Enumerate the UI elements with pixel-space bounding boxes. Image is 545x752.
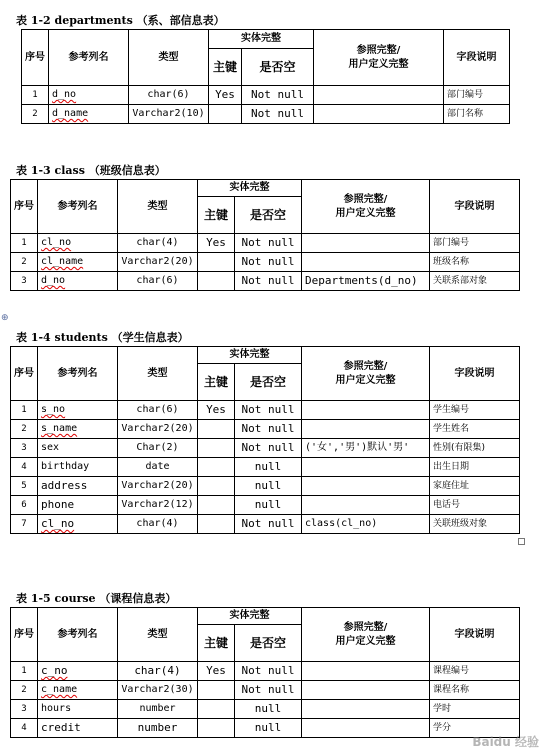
header-nullable: 是否空 bbox=[242, 49, 314, 86]
cell-nullable: null bbox=[235, 477, 302, 496]
cell-pk: Yes bbox=[198, 401, 235, 420]
header-nullable: 是否空 bbox=[235, 197, 302, 234]
cell-type: Varchar2(30) bbox=[118, 681, 198, 700]
cell-type: char(4) bbox=[118, 234, 198, 253]
cell-column-name: s_name bbox=[38, 420, 118, 439]
header-type: 类型 bbox=[118, 180, 198, 234]
header-description: 字段说明 bbox=[444, 30, 510, 86]
cell-ref: class(cl_no) bbox=[302, 515, 430, 534]
header-ref-integrity: 参照完整/ 用户定义完整 bbox=[314, 30, 444, 86]
cell-nullable: null bbox=[235, 700, 302, 719]
cell-type: Varchar2(12) bbox=[118, 496, 198, 515]
cell-column-name: hours bbox=[38, 700, 118, 719]
cell-description: 出生日期 bbox=[430, 458, 520, 477]
cell-pk bbox=[198, 719, 235, 738]
cell-column-name: credit bbox=[38, 719, 118, 738]
cell-description: 性别(有限集) bbox=[430, 439, 520, 458]
cell-seq: 4 bbox=[11, 458, 38, 477]
header-entity-integrity: 实体完整 bbox=[209, 30, 314, 49]
cell-column-name: d_no bbox=[38, 272, 118, 291]
cell-description: 班级名称 bbox=[430, 253, 520, 272]
cell-column-name: c_name bbox=[38, 681, 118, 700]
class-table bbox=[10, 179, 520, 291]
cell-type: char(6) bbox=[118, 401, 198, 420]
cell-seq: 2 bbox=[22, 105, 49, 124]
cell-column-name: cl_no bbox=[38, 515, 118, 534]
cell-seq: 7 bbox=[11, 515, 38, 534]
table-row bbox=[11, 458, 520, 477]
cell-description: 课程名称 bbox=[430, 681, 520, 700]
header-seq: 序号 bbox=[11, 180, 38, 234]
cell-description: 课程编号 bbox=[430, 662, 520, 681]
cell-type: Char(2) bbox=[118, 439, 198, 458]
cell-column-name: d_name bbox=[49, 105, 129, 124]
cell-description: 学生姓名 bbox=[430, 420, 520, 439]
cell-ref bbox=[302, 420, 430, 439]
cell-description: 部门编号 bbox=[444, 86, 510, 105]
cell-ref: Departments(d_no) bbox=[302, 272, 430, 291]
cell-seq: 2 bbox=[11, 420, 38, 439]
cell-pk bbox=[198, 681, 235, 700]
header-seq: 序号 bbox=[11, 608, 38, 662]
cell-pk bbox=[198, 253, 235, 272]
header-column-name: 参考列名 bbox=[38, 608, 118, 662]
cell-description: 部门名称 bbox=[444, 105, 510, 124]
cell-nullable: Not null bbox=[235, 234, 302, 253]
table-row bbox=[11, 401, 520, 420]
cell-nullable: Not null bbox=[235, 681, 302, 700]
table-row bbox=[11, 272, 520, 291]
table-row bbox=[22, 86, 510, 105]
table-row bbox=[11, 662, 520, 681]
cell-pk bbox=[198, 458, 235, 477]
cell-type: number bbox=[118, 700, 198, 719]
watermark-logo: Baidu 经验 bbox=[472, 735, 539, 749]
header-description: 字段说明 bbox=[430, 347, 520, 401]
students-table bbox=[10, 346, 520, 534]
cell-pk bbox=[198, 439, 235, 458]
header-type: 类型 bbox=[129, 30, 209, 86]
table-row bbox=[11, 234, 520, 253]
cell-column-name: address bbox=[38, 477, 118, 496]
cell-description: 关联系部对象 bbox=[430, 272, 520, 291]
cell-description: 部门编号 bbox=[430, 234, 520, 253]
table-caption: 表 1-4 students （学生信息表） bbox=[16, 331, 189, 344]
cell-ref bbox=[302, 458, 430, 477]
cell-pk bbox=[198, 496, 235, 515]
cell-type: Varchar2(20) bbox=[118, 253, 198, 272]
cell-column-name: s_no bbox=[38, 401, 118, 420]
cell-ref bbox=[302, 234, 430, 253]
cell-ref bbox=[302, 401, 430, 420]
cell-seq: 3 bbox=[11, 272, 38, 291]
cell-ref bbox=[302, 477, 430, 496]
cell-type: number bbox=[118, 719, 198, 738]
cell-column-name: cl_no bbox=[38, 234, 118, 253]
header-nullable: 是否空 bbox=[235, 364, 302, 401]
cell-type: char(4) bbox=[118, 515, 198, 534]
cell-type: Varchar2(20) bbox=[118, 477, 198, 496]
header-entity-integrity: 实体完整 bbox=[198, 608, 302, 625]
cell-pk bbox=[198, 477, 235, 496]
cell-seq: 1 bbox=[11, 234, 38, 253]
cell-pk bbox=[198, 515, 235, 534]
cell-type: char(4) bbox=[118, 662, 198, 681]
cell-column-name: d_no bbox=[49, 86, 129, 105]
table-row bbox=[11, 420, 520, 439]
header-column-name: 参考列名 bbox=[38, 180, 118, 234]
cell-description: 学生编号 bbox=[430, 401, 520, 420]
table-row bbox=[11, 515, 520, 534]
table-row bbox=[11, 253, 520, 272]
cell-nullable: Not null bbox=[235, 253, 302, 272]
cell-seq: 1 bbox=[11, 401, 38, 420]
table-row bbox=[11, 439, 520, 458]
header-nullable: 是否空 bbox=[235, 625, 302, 662]
cell-seq: 2 bbox=[11, 681, 38, 700]
header-description: 字段说明 bbox=[430, 608, 520, 662]
header-entity-integrity: 实体完整 bbox=[198, 180, 302, 197]
cell-seq: 1 bbox=[11, 662, 38, 681]
table-caption: 表 1-2 departments （系、部信息表） bbox=[16, 14, 225, 27]
cell-type: date bbox=[118, 458, 198, 477]
cell-column-name: phone bbox=[38, 496, 118, 515]
cell-description: 学分 bbox=[430, 719, 520, 738]
cell-seq: 6 bbox=[11, 496, 38, 515]
cell-column-name: sex bbox=[38, 439, 118, 458]
cell-seq: 1 bbox=[22, 86, 49, 105]
cell-seq: 4 bbox=[11, 719, 38, 738]
cell-seq: 3 bbox=[11, 700, 38, 719]
departments-table bbox=[21, 29, 510, 124]
header-primary-key: 主键 bbox=[198, 364, 235, 401]
cell-nullable: null bbox=[235, 496, 302, 515]
header-ref-integrity: 参照完整/ 用户定义完整 bbox=[302, 608, 430, 662]
table-row bbox=[11, 719, 520, 738]
cell-ref: ('女','男')默认'男' bbox=[302, 439, 430, 458]
table-row bbox=[22, 105, 510, 124]
cell-type: Varchar2(20) bbox=[118, 420, 198, 439]
table-row bbox=[11, 681, 520, 700]
cell-ref bbox=[314, 86, 444, 105]
cell-description: 关联班级对象 bbox=[430, 515, 520, 534]
header-ref-integrity: 参照完整/ 用户定义完整 bbox=[302, 347, 430, 401]
table-row bbox=[11, 700, 520, 719]
cell-description: 家庭住址 bbox=[430, 477, 520, 496]
cell-nullable: Not null bbox=[235, 662, 302, 681]
cell-ref bbox=[302, 700, 430, 719]
cell-nullable: null bbox=[235, 458, 302, 477]
table-resize-handle[interactable] bbox=[518, 538, 525, 545]
cell-pk bbox=[198, 272, 235, 291]
header-column-name: 参考列名 bbox=[49, 30, 129, 86]
cell-seq: 3 bbox=[11, 439, 38, 458]
table-row bbox=[11, 477, 520, 496]
table-row bbox=[11, 496, 520, 515]
header-primary-key: 主键 bbox=[198, 197, 235, 234]
header-primary-key: 主键 bbox=[209, 49, 242, 86]
cell-ref bbox=[302, 496, 430, 515]
cell-seq: 5 bbox=[11, 477, 38, 496]
cell-nullable: Not null bbox=[235, 439, 302, 458]
cell-pk bbox=[198, 420, 235, 439]
table-caption: 表 1-5 course （课程信息表） bbox=[16, 592, 177, 605]
course-table bbox=[10, 607, 520, 738]
cell-column-name: birthday bbox=[38, 458, 118, 477]
cell-nullable: Not null bbox=[242, 86, 314, 105]
cell-nullable: null bbox=[235, 719, 302, 738]
header-column-name: 参考列名 bbox=[38, 347, 118, 401]
cell-type: char(6) bbox=[118, 272, 198, 291]
header-type: 类型 bbox=[118, 347, 198, 401]
header-primary-key: 主键 bbox=[198, 625, 235, 662]
cell-ref bbox=[302, 662, 430, 681]
cell-description: 电话号 bbox=[430, 496, 520, 515]
header-entity-integrity: 实体完整 bbox=[198, 347, 302, 364]
cell-pk: Yes bbox=[209, 86, 242, 105]
cell-nullable: Not null bbox=[235, 420, 302, 439]
cell-pk: Yes bbox=[198, 662, 235, 681]
header-ref-integrity: 参照完整/ 用户定义完整 bbox=[302, 180, 430, 234]
cell-type: char(6) bbox=[129, 86, 209, 105]
cell-ref bbox=[302, 719, 430, 738]
cell-nullable: Not null bbox=[235, 272, 302, 291]
cell-ref bbox=[302, 681, 430, 700]
header-seq: 序号 bbox=[22, 30, 49, 86]
header-type: 类型 bbox=[118, 608, 198, 662]
cell-type: Varchar2(10) bbox=[129, 105, 209, 124]
cell-column-name: cl_name bbox=[38, 253, 118, 272]
cell-ref bbox=[302, 253, 430, 272]
cell-description: 学时 bbox=[430, 700, 520, 719]
cell-pk bbox=[209, 105, 242, 124]
cell-pk bbox=[198, 700, 235, 719]
cell-pk: Yes bbox=[198, 234, 235, 253]
cell-nullable: Not null bbox=[235, 401, 302, 420]
cell-nullable: Not null bbox=[235, 515, 302, 534]
header-description: 字段说明 bbox=[430, 180, 520, 234]
table-move-anchor-icon[interactable]: ⊕ bbox=[1, 313, 9, 323]
cell-nullable: Not null bbox=[242, 105, 314, 124]
cell-column-name: c_no bbox=[38, 662, 118, 681]
cell-ref bbox=[314, 105, 444, 124]
cell-seq: 2 bbox=[11, 253, 38, 272]
header-seq: 序号 bbox=[11, 347, 38, 401]
table-caption: 表 1-3 class （班级信息表） bbox=[16, 164, 166, 177]
